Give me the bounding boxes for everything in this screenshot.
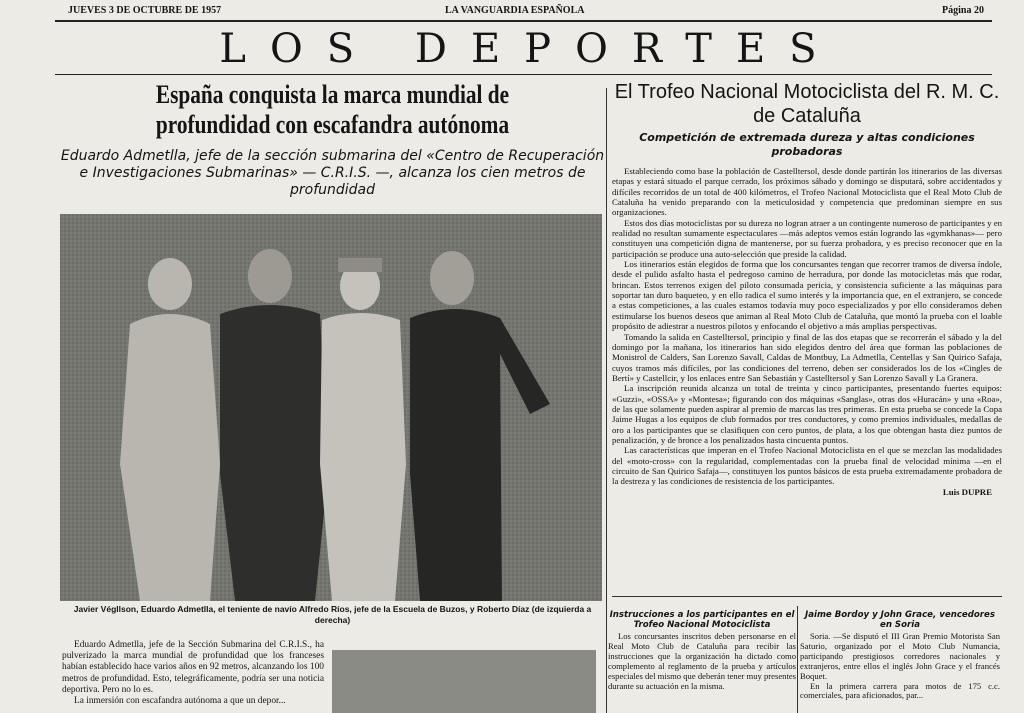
right-paragraph: Estableciendo como base la población de Castelltersol, desde donde partirán los itinerarios de las diversas etapas y estará situado el parque cerrado, los próximos sábado y domingo se disputará, sobre accidentados y difíciles recorridos de un total de 400 kilómetros, el Trofeo Nacional Motociclista que el Real Moto Club de Cataluña ha venido preparando con la meticulosidad y competencia que predominan siempre en sus organizaciones. (612, 166, 1002, 218)
divers-photo-illustration (60, 214, 602, 601)
soria-box (800, 610, 1000, 701)
column-divider (606, 88, 607, 713)
right-paragraph: Los itinerarios están elegidos de forma que los concursantes tengan que recorrer tramos de diversa índole, desde el pulido asfalto hasta el pedregoso camino de herradura, por donde las motocicletas más que rodar, brincan. Estos terrenos exigen del piloto consumada pericia, y consistencia suficiente a las máquinas para soportar tan duro baqueteo, y en ello radica el sumo interés y la importancia que, en el extranjero, se concede a estas competiciones, a las cuales estamos todavía muy poco especializados y por ello consideramos deben estimularse los buenos deseos que animan al Real Moto Club de Cataluña, que montó la prueba con el loable propósito de adiestrar a nuestros pilotos y enfocando el objetivo a más amplias perspectivas. (612, 259, 1002, 332)
box-divider (797, 606, 798, 713)
header-page-number: Página 20 (942, 5, 984, 16)
left-body (62, 640, 324, 707)
page-header (60, 5, 984, 19)
right-paragraph: La inscripción reunida alcanza un total de treinta y cinco participantes, presentando fuertes equipos: «Guzzi», «OSSA» y «Montesa»; figurando con dos máquinas «Sanglas», otras dos «Huracán» y una «Roa», de las que solamente pueden aspirar al premio de marcas las tres primeras. En esta prueba se concede la Copa Jaime Hugas a los equipos de club formados por tres conductores, y como premios individuales, medallas de oro a los participantes que se clasifiquen con cero puntos, de plata, a los que obtengan hasta diez puntos de penalización, y de bronce a los penalizados hasta cincuenta puntos. (612, 383, 1002, 445)
header-rule (55, 20, 992, 22)
instructions-headline: Instrucciones a los participantes en el Trofeo Nacional Motociclista (609, 610, 795, 630)
right-subhead: Competición de extremada dureza y altas condiciones probadoras (639, 131, 975, 158)
right-paragraph: Tomando la salida en Castelltersol, principio y final de las dos etapas que se recorrerán el sábado y la del domingo por la mañana, los itinerarios han sido elegidos dentro del área que forman las poblaciones de Monistrol de Calders, San Lorenzo Savall, Caldas de Montbuy, La Admetlla, Centellas y San Quirico Safaja, cuyos tramos más difíciles, por las condiciones del terreno, deben ser considerados los de los «Cingles de Bertí» y Castellcir, y los enlaces entre San Sebastián y Castelltersol y San Lorenzo Savall y La Granera. (612, 331, 1002, 383)
box-top-rule (612, 596, 1002, 597)
left-subhead: Eduardo Admetlla, jefe de la sección submarina del «Centro de Recuperación e Investigaciones Submarinas» — C.R.I.S. —, alcanza los cien metros de profundidad (60, 148, 605, 198)
soria-headline: Jaime Bordoy y John Grace, vencedores en Soria (805, 610, 995, 630)
left-body-paragraph-continued: La inmersión con escafandra autónoma a que un depor... (74, 696, 286, 707)
section-title: LOS DEPORTES (219, 26, 841, 72)
soria-body-continued: En la primera carrera para motos de 175 c.c. comerciales, para aficionados, par... (800, 680, 1000, 701)
header-paper-name: LA VANGUARDIA ESPAÑOLA (445, 5, 585, 16)
right-body (612, 166, 1002, 497)
photo-caption: Javier Végllson, Eduardo Admetlla, el teniente de navío Alfredo Ríos, jefe de la Escuela de Buzos, y Roberto Díaz (de izquierda a derecha) (73, 604, 592, 625)
masthead-rule (55, 74, 992, 75)
divers-photo (60, 214, 602, 601)
soria-body: Soria. —Se disputó el III Gran Premio Motorista San Saturio, organizado por el Moto Club Numancia, participando prestigiosos corredores nacionales y extranjeros, entre ellos el inglés John Grace y el francés Boquet. (800, 631, 1000, 681)
right-headline: El Trofeo Nacional Motociclista del R. M. C. de Cataluña (614, 81, 1000, 127)
right-paragraph: Las características que imperan en el Trofeo Nacional Motociclista en el que se mezclan las modalidades del «moto-cross» con la regularidad, complementadas con la prueba final de velocidad mínima —en el circuito de San Quirico Safaja—, constituyen los puntos básicos de esta prueba extremadamente probadora de la destreza y las condiciones de resistencia de los participantes. (612, 445, 1002, 487)
instructions-body: Los concursantes inscritos deben personarse en el Real Moto Club de Cataluña para recibir las instrucciones que la organización ha dictado como complemento al reglamento de la prueba y artículos especiales del mismo que deberán tener muy presentes durante su actuación en la misma. (608, 631, 796, 691)
instructions-box (608, 610, 796, 691)
left-body-paragraph: Eduardo Admetlla, jefe de la Sección Submarina del C.R.I.S., ha pulverizado la marca mundial de profundidad que los franceses habían establecido hace varios años en 92 metros, alcanzando los 100 metros de profundidad. Esto, telegráficamente, podría ser una noticia deportiva. Pero no lo es. (62, 640, 324, 695)
header-date: JUEVES 3 DE OCTUBRE DE 1957 (68, 5, 222, 16)
left-headline: España conquista la marca mundial de profundidad con escafandra autónoma (155, 80, 510, 139)
author-signature: Luis DUPRE (942, 486, 992, 497)
right-paragraph: Estos dos días motociclistas por su dureza no logran atraer a un contingente numeroso de participantes y en realidad no resultan sumamente espectaculares —más adeptos vemos están logrando las «gymkhanas»— pero constituyen una competición digna de mantenerse, por su fuerza probadora, y es preciso reconocer que en la participación se produce una auto-selección que preside la calidad. (612, 217, 1002, 259)
second-photo (332, 650, 596, 713)
